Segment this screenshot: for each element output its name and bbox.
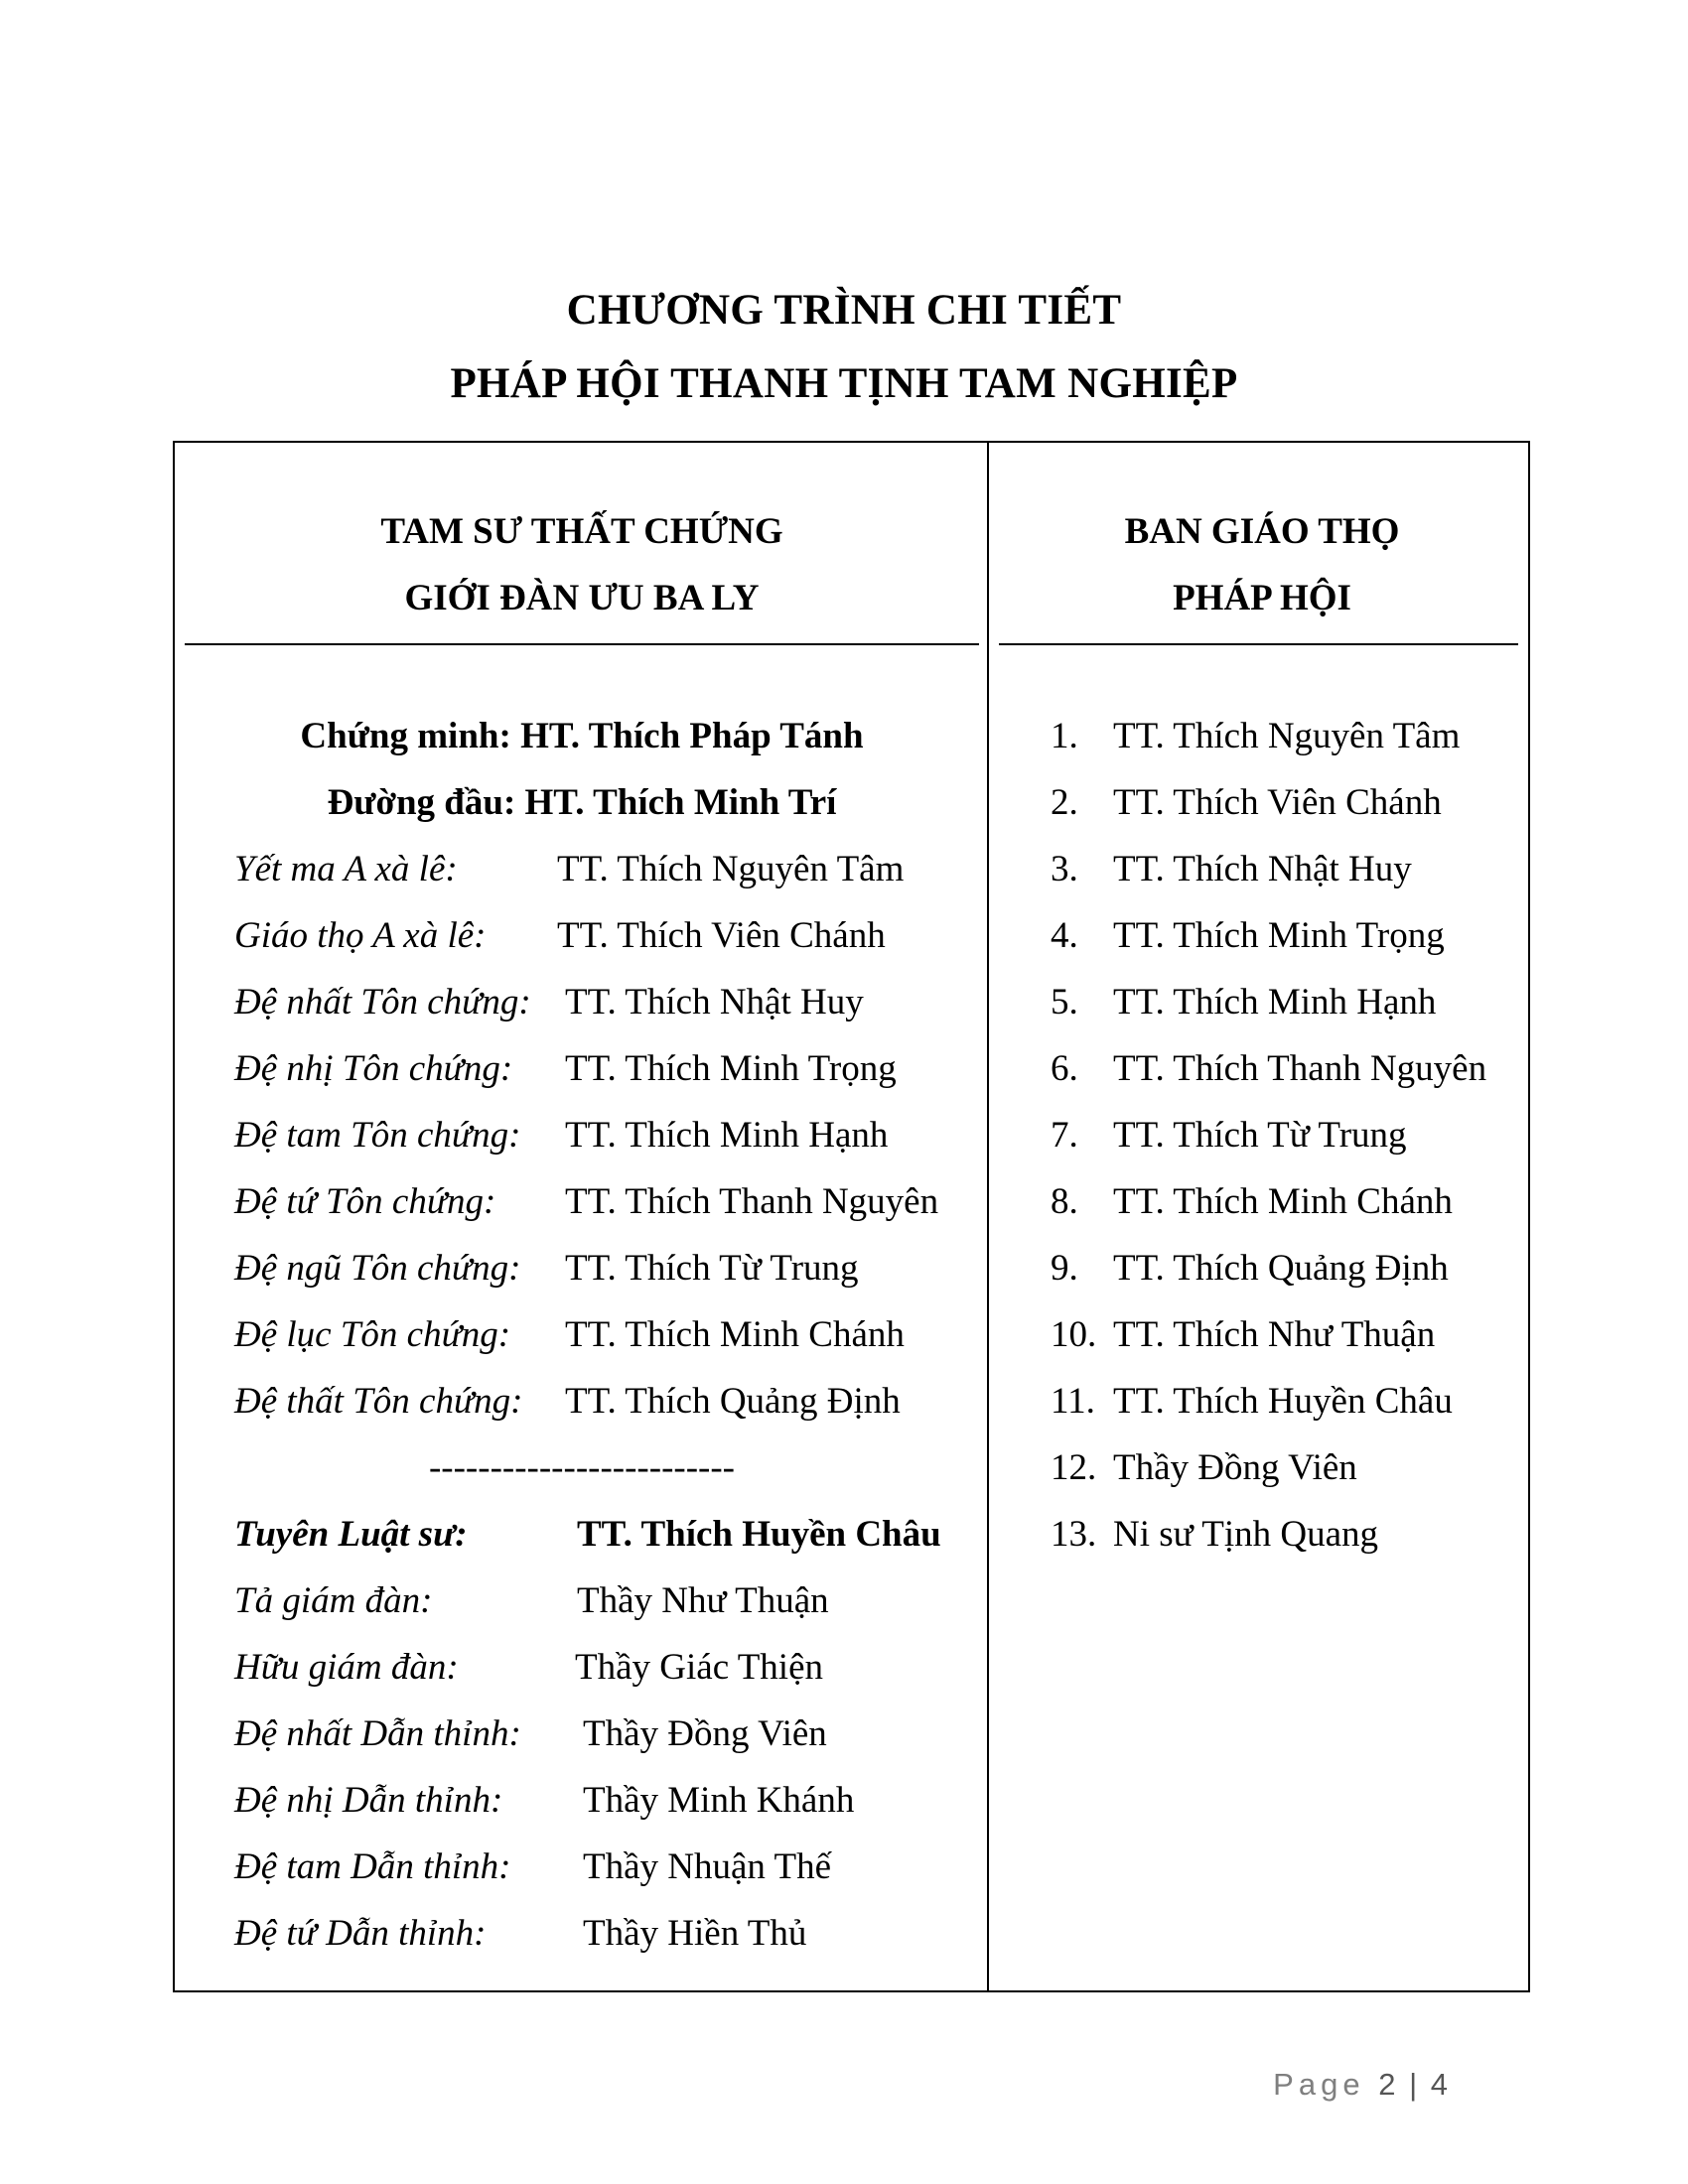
role-label: Đệ ngũ Tôn chứng: <box>234 1248 521 1289</box>
list-item-name: TT. Thích Quảng Định <box>1113 1248 1449 1289</box>
page-footer <box>1273 2067 1448 2103</box>
role-name: TT. Thích Minh Hạnh <box>565 1115 889 1156</box>
list-item-name: TT. Thích Minh Hạnh <box>1113 982 1437 1023</box>
role-name: TT. Thích Viên Chánh <box>557 915 886 956</box>
list-item-name: TT. Thích Viên Chánh <box>1113 782 1442 823</box>
role-label: Đệ tam Dẫn thỉnh: <box>234 1846 511 1887</box>
role-name: TT. Thích Nguyên Tâm <box>557 849 905 889</box>
role-name: TT. Thích Thanh Nguyên <box>565 1181 939 1222</box>
role-name: Thầy Giác Thiện <box>575 1647 824 1688</box>
list-item-number: 6. <box>1051 1048 1078 1089</box>
page-separator: | <box>1409 2067 1418 2102</box>
role-label: Hữu giám đàn: <box>234 1647 459 1688</box>
left-column-header <box>185 498 979 631</box>
role-label: Đệ nhất Dẫn thỉnh: <box>234 1713 521 1754</box>
chung-minh: Chứng minh: HT. Thích Pháp Tánh <box>300 716 864 756</box>
role-name: TT. Thích Từ Trung <box>565 1248 859 1289</box>
list-item-number: 8. <box>1051 1181 1078 1222</box>
role-label: Đệ tứ Dẫn thỉnh: <box>234 1913 487 1954</box>
role-label: Yết ma A xà lê: <box>234 849 458 889</box>
right-header-line-1: BAN GIÁO THỌ <box>1124 511 1400 552</box>
document-subtitle: PHÁP HỘI THANH TỊNH TAM NGHIỆP <box>450 360 1238 407</box>
role-name: Thầy Nhuận Thế <box>583 1846 832 1887</box>
list-item-name: TT. Thích Minh Trọng <box>1113 915 1445 956</box>
role-label: Đệ nhất Tôn chứng: <box>234 982 531 1023</box>
list-item-name: TT. Thích Nguyên Tâm <box>1113 716 1461 756</box>
left-header-line-2: GIỚI ĐÀN ƯU BA LY <box>404 578 760 618</box>
role-name: TT. Thích Minh Chánh <box>565 1314 905 1355</box>
page-total: 4 <box>1430 2067 1448 2102</box>
duong-dau: Đường đầu: HT. Thích Minh Trí <box>327 782 837 823</box>
role-name: Thầy Minh Khánh <box>583 1780 855 1821</box>
role-label: Đệ tứ Tôn chứng: <box>234 1181 496 1222</box>
list-item-name: TT. Thích Huyền Châu <box>1113 1381 1453 1422</box>
role-label: Tuyên Luật sư: <box>234 1514 468 1555</box>
role-name: Thầy Hiền Thủ <box>583 1913 807 1954</box>
list-item-name: TT. Thích Minh Chánh <box>1113 1181 1453 1222</box>
role-name: TT. Thích Quảng Định <box>565 1381 901 1422</box>
list-item-number: 10. <box>1051 1314 1097 1355</box>
right-column-header <box>999 498 1525 631</box>
list-item-number: 5. <box>1051 982 1078 1023</box>
list-item-number: 2. <box>1051 782 1078 823</box>
role-label: Đệ lục Tôn chứng: <box>234 1314 511 1355</box>
list-item-number: 13. <box>1051 1514 1097 1555</box>
list-item-name: TT. Thích Thanh Nguyên <box>1113 1048 1487 1089</box>
list-item-name: Ni sư Tịnh Quang <box>1113 1514 1379 1555</box>
list-item-number: 1. <box>1051 716 1078 756</box>
document-title: CHƯƠNG TRÌNH CHI TIẾT <box>566 287 1122 334</box>
list-item-name: TT. Thích Như Thuận <box>1113 1314 1436 1355</box>
list-item-number: 11. <box>1051 1381 1095 1422</box>
column-divider <box>987 443 989 1990</box>
list-item-number: 9. <box>1051 1248 1078 1289</box>
role-name: TT. Thích Minh Trọng <box>565 1048 897 1089</box>
list-item-number: 12. <box>1051 1447 1097 1488</box>
role-label: Giáo thọ A xà lê: <box>234 915 487 956</box>
role-label: Đệ nhị Tôn chứng: <box>234 1048 513 1089</box>
page-number: 2 <box>1378 2067 1396 2102</box>
page-label: Page <box>1273 2067 1365 2102</box>
role-label: Đệ nhị Dẫn thỉnh: <box>234 1780 503 1821</box>
left-header-line-1: TAM SƯ THẤT CHỨNG <box>380 511 783 552</box>
list-item-name: Thầy Đồng Viên <box>1113 1447 1357 1488</box>
role-label: Tả giám đàn: <box>234 1580 433 1621</box>
role-label: Đệ thất Tôn chứng: <box>234 1381 523 1422</box>
list-item-name: TT. Thích Nhật Huy <box>1113 849 1412 889</box>
role-name: Thầy Đồng Viên <box>583 1713 827 1754</box>
left-header-rule <box>185 643 979 645</box>
right-header-line-2: PHÁP HỘI <box>1173 578 1351 618</box>
role-name: TT. Thích Nhật Huy <box>565 982 864 1023</box>
role-label: Đệ tam Tôn chứng: <box>234 1115 521 1156</box>
role-name: TT. Thích Huyền Châu <box>577 1514 941 1555</box>
right-header-rule <box>999 643 1518 645</box>
list-item-number: 7. <box>1051 1115 1078 1156</box>
role-name: Thầy Như Thuận <box>577 1580 829 1621</box>
program-table <box>173 441 1530 1992</box>
list-item-name: TT. Thích Từ Trung <box>1113 1115 1407 1156</box>
separator-line: ------------------------- <box>428 1447 736 1488</box>
list-item-number: 3. <box>1051 849 1078 889</box>
list-item-number: 4. <box>1051 915 1078 956</box>
